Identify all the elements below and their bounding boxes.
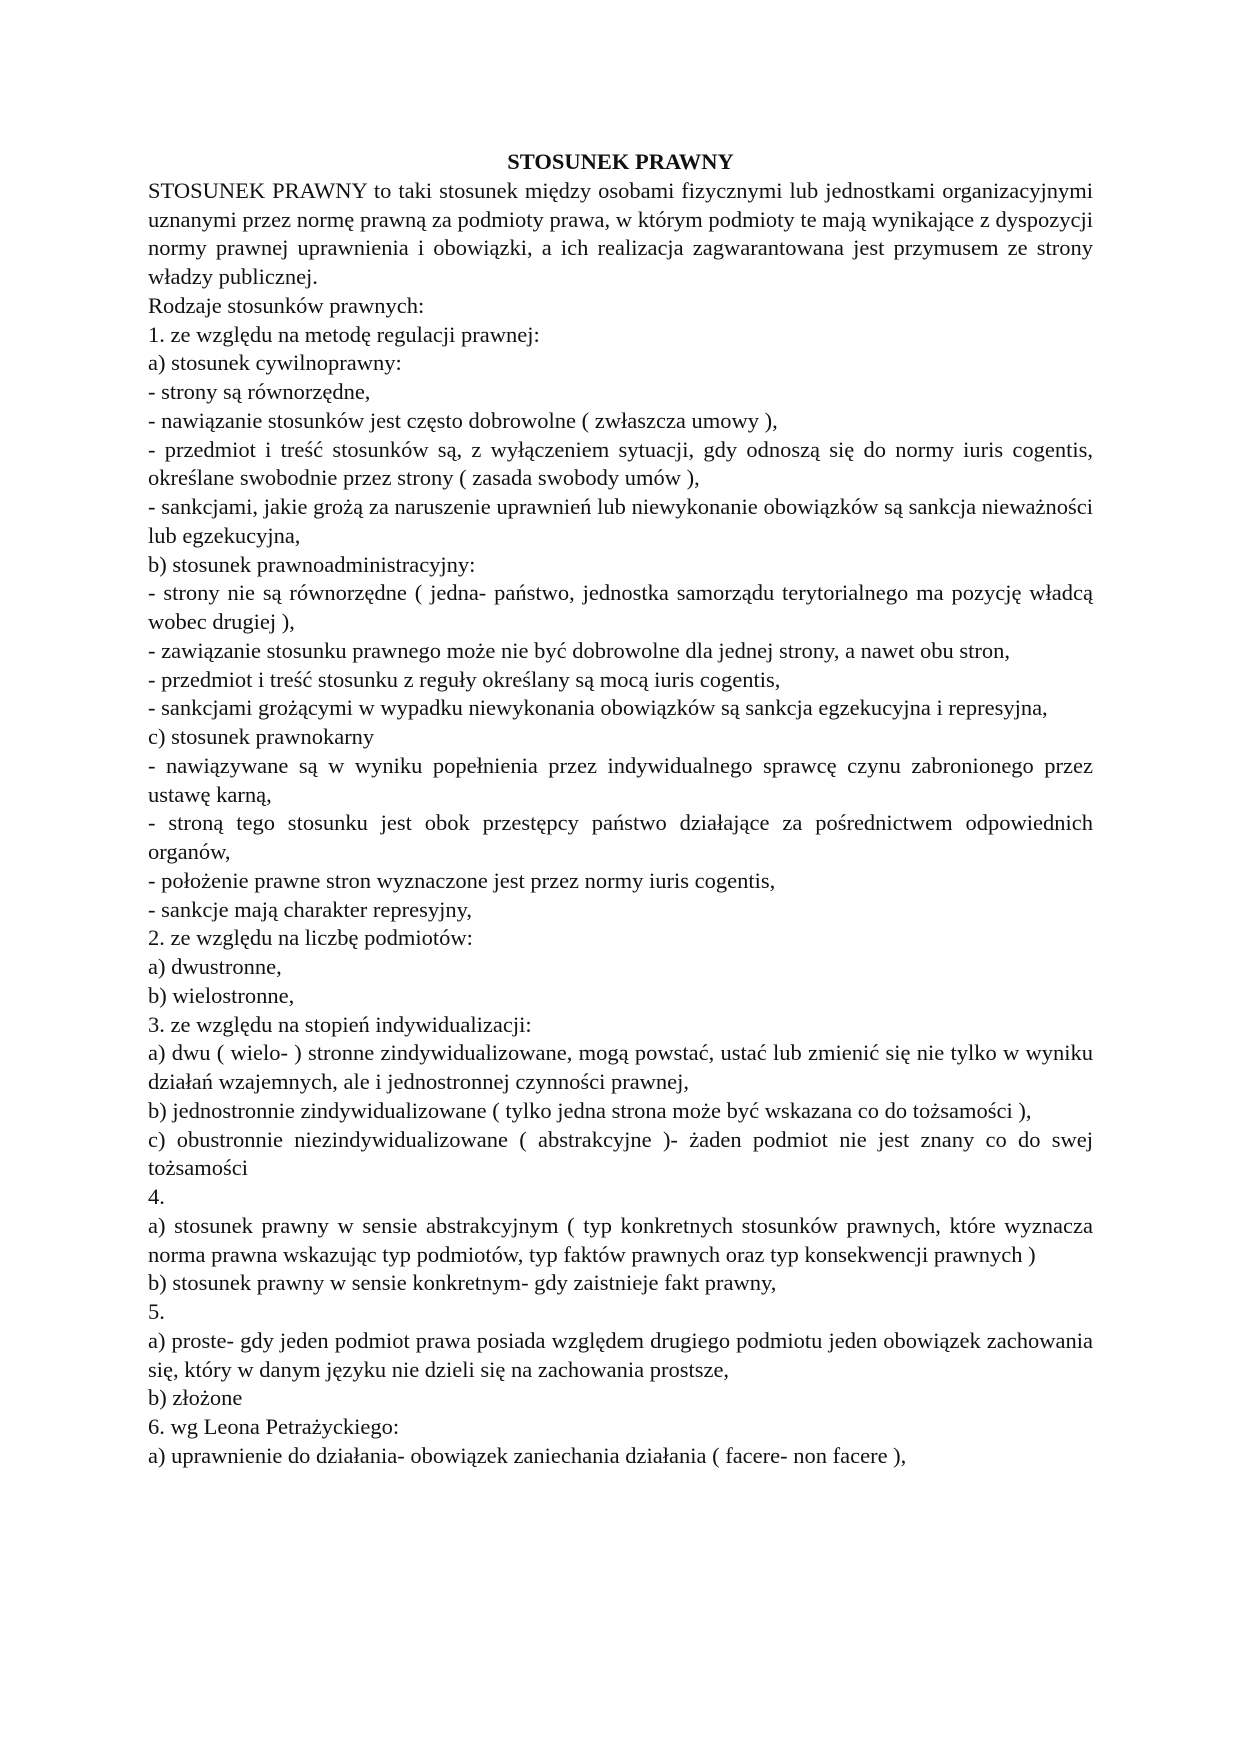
list-item: - sankcje mają charakter represyjny, — [148, 896, 472, 922]
list-item: - nawiązanie stosunków jest często dobrowolne ( zwłaszcza umowy ), — [148, 407, 778, 433]
subsection-administrative: b) stosunek prawnoadministracyjny: — [148, 551, 476, 577]
list-item: a) proste- gdy jeden podmiot prawa posiada względem drugiego podmiotu jeden obowiązek zachowania się, który w danym języku nie dzieli się na zachowania prostsze, — [148, 1327, 1093, 1382]
list-item: - przedmiot i treść stosunków są, z wyłączeniem sytuacji, gdy odnoszą się do normy iuris cogentis, określane swobodnie przez strony ( zasada swobody umów ), — [148, 436, 1093, 491]
definition-paragraph: STOSUNEK PRAWNY to taki stosunek między osobami fizycznymi lub jednostkami organizacyjnymi uznanymi przez normę prawną za podmioty prawa, w którym podmioty te mają wynikające z dyspozycji normy prawnej uprawnienia i obowiązki, a ich realizacja zagwarantowana jest przymusem ze strony władzy publicznej. — [148, 177, 1093, 289]
document-title: STOSUNEK PRAWNY — [507, 149, 734, 174]
section-6-heading: 6. wg Leona Petrażyckiego: — [148, 1414, 400, 1439]
section-1-heading: 1. ze względu na metodę regulacji prawnej: — [148, 321, 540, 347]
list-item: a) uprawnienie do działania- obowiązek zaniechania działania ( facere- non facere ), — [148, 1442, 907, 1468]
list-item: - położenie prawne stron wyznaczone jest przez normy iuris cogentis, — [148, 867, 776, 893]
list-item: - strony są równorzędne, — [148, 379, 371, 404]
section-4-heading: 4. — [148, 1184, 165, 1209]
list-item: c) obustronnie niezindywidualizowane ( abstrakcyjne )- żaden podmiot nie jest znany co do swej tożsamości — [148, 1126, 1093, 1181]
list-item: a) dwu ( wielo- ) stronne zindywidualizowane, mogą powstać, ustać lub zmienić się nie tylko w wyniku działań wzajemnych, ale i jednostronnej czynności prawnej, — [148, 1040, 1093, 1094]
section-5-heading: 5. — [148, 1299, 165, 1324]
list-item: - nawiązywane są w wyniku popełnienia przez indywidualnego sprawcę czynu zabronionego przez ustawę karną, — [148, 752, 1093, 807]
section-3-heading: 3. ze względu na stopień indywidualizacji: — [148, 1011, 532, 1037]
list-item: b) stosunek prawny w sensie konkretnym- gdy zaistnieje fakt prawny, — [148, 1270, 777, 1296]
document-page — [148, 148, 1093, 1471]
list-item: - zawiązanie stosunku prawnego może nie być dobrowolne dla jednej strony, a nawet obu stron, — [148, 637, 1011, 663]
list-item: a) dwustronne, — [148, 954, 282, 979]
section-2-heading: 2. ze względu na liczbę podmiotów: — [148, 925, 473, 951]
types-heading: Rodzaje stosunków prawnych: — [148, 292, 425, 318]
list-item: b) jednostronnie zindywidualizowane ( tylko jedna strona może być wskazana co do tożsamości ), — [148, 1097, 1032, 1123]
subsection-criminal: c) stosunek prawnokarny — [148, 724, 375, 749]
list-item: b) wielostronne, — [148, 982, 295, 1008]
list-item: - przedmiot i treść stosunku z reguły określany są mocą iuris cogentis, — [148, 666, 781, 692]
subsection-civil: a) stosunek cywilnoprawny: — [148, 350, 402, 376]
list-item: b) złożone — [148, 1385, 243, 1411]
list-item: - sankcjami, jakie grożą za naruszenie uprawnień lub niewykonanie obowiązków są sankcja nieważności lub egzekucyjna, — [148, 494, 1093, 548]
list-item: - strony nie są równorzędne ( jedna- państwo, jednostka samorządu terytorialnego ma pozycję władcą wobec drugiej ), — [148, 580, 1093, 634]
list-item: - sankcjami grożącymi w wypadku niewykonania obowiązków są sankcja egzekucyjna i represyjna, — [148, 695, 1048, 721]
list-item: a) stosunek prawny w sensie abstrakcyjnym ( typ konkretnych stosunków prawnych, które wyznacza norma prawna wskazując typ podmiotów, typ faktów prawnych oraz typ konsekwencji prawnych ) — [148, 1212, 1093, 1267]
list-item: - stroną tego stosunku jest obok przestępcy państwo działające za pośrednictwem odpowiednich organów, — [148, 810, 1093, 864]
